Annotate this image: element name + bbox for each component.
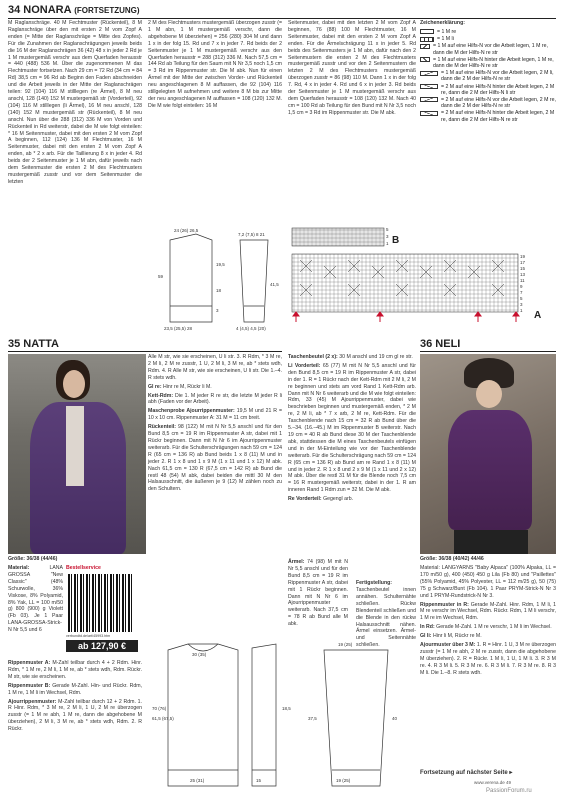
instruction-paragraph: Taschenbeutel (2 x): 30 M anschl und 19 cm gl re str. xyxy=(288,354,413,360)
cable-symbol-icon xyxy=(420,71,438,76)
neli-material: Material: LANGYARNS "Baby Alpaca" (100% Alpaka, LL = 170 m/50 g), 400 (450) 450 g Lila (Fb 80) und "Paillettes" (55% Polyamid, 45% Polyester, LL = 112 m/25 g), 50 (75) 75 g Schwarz/Bunt (Fb 104). 1 Paar PRYM-Strick-N Nr 3 und 1 PRYM-Rundstrick-N Nr 3. xyxy=(420,565,556,599)
instruction-paragraph: Ajourmuster über 3 M: 1. R = Hinr. 1 U, 3 M re überzogen zusstr (= 1 M re abh, 2 M re zusstr, dann die abgehobene M überziehen). 2. R = Rückr. 1 M li, 1 U, 1 M li. 3. R 3 M re. 4. R 3 M li. 5. R 3 M re. 6. R 3 M li. 7. R 3 M re. 8. R 3 M li. Die 1.–8. R stets wdh. xyxy=(420,642,556,676)
nonara-text-1: M Raglanschräge. 40 M Fechtmuster (Rückenteil), 8 M Raglanschräge über den mit ersten 2 M vom Zopf A enden (= Mitte der Raglanschräge = Mitte des Zopfes). Für die Zunahmen der Raglanschrägungen jeweils beids die 16 M der Raglanschrägen 36 (42) 48 x in jeder 2 Rd je 1 M mustergemäß verschr aus dem Querfaden herausstr = 440 (488) 536 M. Über die zugenommenen M das Flechtmuster fortsetzen. Nach 29 cm = 72 Rd (34 cm = 84 Rd) 38,5 cm = 96 Rd ab Beginn den Faden abschneiden und die Arbeit jeweils in der Mitte der Raglanschrägen teilen: 92 (104) 116 M stilllegen (re Ärmel), 8 M neu anschl, 128 (140) 152 M mustergemäß str (Vorderteil), 92 (104) 116 M stilllegen (li Ärmel), 16 M neu anschl, 128 (140) 152 M mustergemäß str (Rückenteil), 8 M neu anschl. Nun über die 288 (312) 336 M von Vorden und Rückenteil in Rd weiterstr, dabei die M wie folgt einteilen: * 16 M Seitenmuster, dabei mit den ersten 2 M vom Zopf A beginnen, 112 (124) 136 M Flechtmuster, 16 M Seitenmuster, dabei mit den ersten 2 M vom Zopf A enden, ab * 2 x arb. Für die Taillierung 8 x in jeder 4. Rd beids der 2 Seitenmuster je 1 M abn, dafür jeweils nach dem Seitenmuster die ersten 2 M des Flechtmusters mustergemäß zusstr und vor dem Seitenmuster die letzten xyxy=(8,20,142,185)
nonara-column-2 xyxy=(148,20,282,112)
instruction-paragraph: Ajourrippenmuster: M-Zahl teilbar durch 12 + 2 Rdm. 1. R Hinr. Rdm, * 3 M re, 2 M li, 1 U, 2 M re überzogen zusstr (= 1 M re abh, 1 M re, dann die abgehobene M überziehen), 2 M li, 3 M re, ab * stets wdh, Rdm. 2. R Rückr. xyxy=(8,698,142,733)
natta-column-2 xyxy=(148,354,282,495)
legend-item: = 1 M li xyxy=(420,36,560,42)
cross-left-icon xyxy=(420,44,430,49)
svg-text:11: 11 xyxy=(520,278,525,283)
neli-photo xyxy=(420,354,556,554)
diagram-label-left: 59 xyxy=(158,274,164,279)
legend-item: = 1 M auf eine Hilfs-N hinter die Arbeit legen, 1 M re, dann die M der Hilfs-N re str xyxy=(420,57,560,69)
svg-text:1: 1 xyxy=(520,308,523,313)
diagram-label-hem: 23,5 (25,5) 28 xyxy=(164,326,193,331)
instruction-paragraph: Re Vorderteil: Gegengl arb. xyxy=(288,496,354,503)
instruction-paragraph: Rippenmuster A: M-Zahl teilbar durch 4 + 2 Rdm. Hinr. Rdm, * 1 M re, 2 M li, 1 M re, ab * stets wdh, Rdm. Rückr. M str, wie sie erscheinen. xyxy=(8,660,142,680)
instruction-paragraph: Li Vorderteil: 65 (77) M mit N Nr 5,5 anschl und für den Bund 8,5 cm = 19 R im Rippenmuster A str, dabei in der 1. R = 1 Rückr nach der Kett-Rdm mit 2 M li, 2 M re beginnen und stets am vord Rand 1 Kett-Rdm arb. Dann mit N Nr 6 weiterarb und die M wie folgt einteilen: Rdm, 33 (45) M Ajourrippenmuster, dabei wie beschrieben beginnen und mustergemäß enden, * 2 M re, 2 M li, ab * 7 x arb, 2 M re, Kett-Rdm. Für die Taschenblende nach 15 cm = 32 R ab Bund über die 5.–34. (16.–45.) M im Rippenmuster B weiterstr. Nach 19 cm = 40 R ab Bund diese 30 M der Taschenblende abk, stattdessen die M eines Taschenbeutels einfügen und in der M-Einteilung wie vor der Taschenblende weiterarb. Für die Schulterschrägung nach 59 cm = 124 R (65 cm = 136 R) ab Bund am re Rand 1 x 8 (11) M und in jeder 2. R 1 x 8 und 2 x 9 M (1 x 11 und 2 x 12) M abk. Über die restl 31 M für die Blende noch 7,5 cm = 16 R mustergemäß weiterstr, dabei in der 1. R am inneren Rand 1 Rdm zun = 32 M. Die M abk. xyxy=(288,362,416,494)
legend-item: = 1 M auf eine Hilfs-N vor die Arbeit legen, 2 M li, dann die 2 M der Hilfs-N re str xyxy=(420,70,560,82)
natta-photo xyxy=(8,354,146,554)
legend-item: = 2 M auf eine Hilfs-N vor die Arbeit legen, 2 M re, dann die 2 M der Hilfs-N re str xyxy=(420,97,560,109)
nonara-column-3 xyxy=(288,20,416,119)
diagram-label-low: 3 xyxy=(216,308,219,313)
knitting-chart xyxy=(290,226,560,334)
neli-title: 36 NELI xyxy=(420,338,461,350)
instruction-paragraph: Kett-Rdm: Die 1. M jeder R re str, die letzte M jeder R li abh (Faden vor der Arbeit). xyxy=(148,392,282,406)
natta-dim-sleeve-side2: 40 xyxy=(392,716,398,721)
natta-rule xyxy=(8,351,282,352)
nonara-text-2: 2 M des Flechtmusters mustergemäß überzogen zusstr (= 1 M abn, 1 M mustergemäß verschr, dann die abgehobene M überziehen) = 256 (280) 304 M und dann 1 x in der folg 15. Rd und 7 x in jeder 7. Rd beids der 2 Seitenmuster je 1 M mustergemäß verschr aus den Querfaden herausstr = 288 (312) 336 M. Nach 57,5 cm = 144 Rd ab Teilung für den Saum mit N Nr 3,5 noch 1,5 cm = 3 Rd im Rippenmuster str. Die M abk. Nun für einen Ärmel mit der Mitte der zwischen Vorder- und Rückenteil neu angeschlagenen 8 M auffassen, die 92 (104) 116 stillgelegten M aufnehmen und weitere 8 M bis zur Mitte der neu angeschlagenen M auffassen = 108 (120) 132 M. Die M wie folgt einteilen: 16 M xyxy=(148,20,282,109)
trousers-image xyxy=(454,530,528,554)
chart-b-grid xyxy=(292,228,384,246)
watermark: PassionForum.ru xyxy=(486,788,532,794)
natta-schematic xyxy=(148,640,418,790)
continue-link[interactable]: Fortsetzung auf nächster Seite ▸ xyxy=(420,770,513,776)
svg-text:19: 19 xyxy=(520,254,526,259)
instruction-paragraph: Gl li: Hinr li M, Rückr re M. xyxy=(420,633,482,640)
diagram-label-sleeve-right: 41,5 xyxy=(270,282,279,287)
neli-column xyxy=(420,565,556,679)
instruction-paragraph: Alle M str, wie sie erscheinen, U li str. 3. R Rdm, * 3 M re, 2 M li, 2 M re zusstr, 1 U, 2 M li, 3 M re, ab * stets wdh, Rdm. 4. R Alle M str, wie sie erscheinen, U li str. Die 1.–4. R stets wdh. xyxy=(148,354,282,381)
natta-dim-bottom: 25 (31) xyxy=(190,778,205,783)
nonara-text-3: Seitenmuster, dabei mit den letzten 2 M vom Zopf A beginnen, 76 (88) 100 M Flechtmuster, 16 M Seitenmuster, dabei mit den ersten 2 M vom Zopf A enden. Für die Ärmelschrägung 11 x in jeder 5. Rd beids des Seitenmusters je 1 M abn, dafür nach den 2 Seitenmustern die ersten 2 M des Flechtmusters mustergemäß zusstr und vor den 2 Seitenmustern die letzten 2 M des Flechtmusters mustergemäß überzogen zusstr = 86 (98) 110 M. Dann 1 x in der folg 7. Rd, 4 x in jeder 4. Rd und 6 x in jeder 3. Rd beids der Seitenmuster je 1 M mustergemäß verschr aus dem Querfaden herausstr = 108 (120) 132 M. Nach 40 cm = 100 Rd ab Teilung für den Bund mit N Nr 3,5 noch 1,5 cm = 3 Rd im Rippenmuster str. Die M abk. xyxy=(288,20,416,116)
instruction-paragraph: Rückenteil: 98 (122) M mit N Nr 5,5 anschl und für den Bund 8,5 cm = 19 R im Rippenmuster A str, dabei mit 1 Rückr beginnen. Dann mit N Nr 6 im Ajourrippenmuster weiterarb. Für die Schulterschrägungen nach 59 cm = 124 R (65 cm = 136 R) ab Bund beids 1 x 8 (11) M und in jeder 2. R 1 x 8 und 1 x 9 M (1 x 11 und 1 x 12) M abk. Nach 61,5 cm = 130 R (67,5 cm = 142 R) ab Bund die restl 48 (54) M abk, dabei beiden die mittl 30 M den Halsausschnitt, die äußeren je 9 (12) M zählen noch zu den Schultern. xyxy=(148,424,282,493)
natta-size: Größe: 36/38 (44/46) xyxy=(8,556,58,562)
natta-material: Material: LANA GROSSA "New Classic" (48% Schurwolle, 36% Viskose, 8% Polyamid, 8% Yak, LL = 100 m/50 g) 800 (900) g Violett (Fb 03). Je 1 Paar LANA-GROSSA-Strick-N Nr 5,5 und 6 xyxy=(8,565,63,634)
chart-b-label: B xyxy=(392,235,400,246)
diagram-label-sleeve-top: 7,2 (7,5) 8 21 xyxy=(238,232,265,237)
legend-item: = 1 M auf eine Hilfs-N vor die Arbeit legen, 1 M re, dann die M der Hilfs-N re str xyxy=(420,43,560,55)
nonara-title: 34 NONARA xyxy=(8,4,72,16)
legend-title: Zeichenerklärung: xyxy=(420,20,465,26)
instruction-paragraph: In Rd: Gerade M-Zahl. 1 M re verschr, 1 M li im Wechsel. xyxy=(420,624,552,631)
svg-text:13: 13 xyxy=(520,272,526,277)
natta-dim-left2: 61,5 (67,5) xyxy=(152,716,174,721)
top-rule xyxy=(8,18,556,19)
instruction-paragraph: Rippenmuster in R: Gerade M-Zahl. Hinr. Rdm, 1 M li, 1 M re verschr im Wechsel, Rdm. Rückr. Rdm, 1 M li verschr, 1 M re im Wechsel, Rdm. xyxy=(420,601,556,622)
svg-text:5: 5 xyxy=(386,227,389,232)
neli-rule xyxy=(420,351,556,352)
natta-dim-left: 70 (76) xyxy=(152,706,167,711)
knit-symbol-icon xyxy=(420,29,434,34)
instruction-paragraph: Fertigstellung: Taschenbeutel innen annähen. Schulternähte schließen. Rückw Blendenteil schließen und die Blende in den rückw Halsausschnitt nähen. Ärmel einsetzen. Ärmel- und Seitennähte schließen. xyxy=(356,580,416,649)
neli-size: Größe: 36/38 (40/42) 44/46 xyxy=(420,556,484,562)
model-face xyxy=(476,380,502,408)
sweater-image xyxy=(448,410,532,530)
nonara-schematic xyxy=(148,226,288,334)
natta-dim-top: 30 (35) xyxy=(192,652,207,657)
natta-dim-sleeve-top: 19 (25) xyxy=(338,642,353,647)
diagram-label-sleeve-bottom: 4 (4,5) 4,5 (20) xyxy=(236,326,266,331)
cable-symbol-icon xyxy=(420,97,438,102)
qr-code[interactable] xyxy=(68,574,134,632)
page-section-title xyxy=(8,4,140,16)
nonara-column-1 xyxy=(8,20,142,188)
natta-dim-sleeve-w2: 18,5 xyxy=(282,706,291,711)
diagram-label-hem2: 18 xyxy=(216,288,222,293)
instruction-paragraph: Maschenprobe Ajourrippenmuster: 19,5 M und 21 R = 10 x 10 cm. Rippenmuster A: 31 M = 11 cm breit. xyxy=(148,408,282,422)
bestellservice-label: Bestellservice xyxy=(66,565,101,571)
diagram-label-mid: 19,5 xyxy=(216,262,225,267)
natta-title: 35 NATTA xyxy=(8,338,59,350)
cable-symbol-icon xyxy=(420,84,438,89)
natta-column-1 xyxy=(8,660,142,735)
instruction-paragraph: Ärmel: 74 (98) M mit N Nr 5,5 anschl und für den Bund 8,5 cm = 19 R im Rippenmuster A str, dabei mit 1 Rückr beginnen. Dann mit N Nr 6 im Ajourrippenmuster weiterarb. Nach 37,5 cm = 78 R ab Bund alle M abk. xyxy=(288,559,348,628)
purl-symbol-icon xyxy=(420,37,434,42)
continuation-label: (FORTSETZUNG) xyxy=(74,6,140,15)
diagram-label-top: 24 (26) 26,5 xyxy=(174,228,199,233)
svg-text:15: 15 xyxy=(520,266,526,271)
natta-dim-sleeve-side: 37,5 xyxy=(308,716,317,721)
inner-shirt xyxy=(66,406,84,486)
svg-text:3: 3 xyxy=(386,234,389,239)
price-button[interactable]: ab 127,90 € xyxy=(66,640,138,652)
legend xyxy=(420,20,560,124)
cable-symbol-icon xyxy=(420,111,438,116)
natta-dim-sleeve-mid: 19 (25) xyxy=(336,778,351,783)
natta-column-3 xyxy=(288,354,416,651)
natta-dim-sleeve-w: 15 xyxy=(256,778,262,783)
svg-text:17: 17 xyxy=(520,260,526,265)
svg-text:1: 1 xyxy=(386,241,389,246)
chart-a-label: A xyxy=(534,310,542,321)
cross-right-icon xyxy=(420,57,430,62)
legend-item: = 2 M auf eine Hilfs-N hinter die Arbeit legen, 2 M re, dann die 2 M der Hilfs-N re str xyxy=(420,110,560,122)
legend-item: = 2 M auf eine Hilfs-N hinter die Arbeit legen, 2 M re, dann die 2 M der Hilfs-N li str xyxy=(420,84,560,96)
page-footer: www.verena.de 49 xyxy=(474,780,512,785)
model-face xyxy=(63,370,85,398)
legend-item: = 1 M re xyxy=(420,29,560,35)
svg-text:3: 3 xyxy=(520,302,523,307)
instruction-paragraph: Rippenmuster B: Gerade M-Zahl. Hin- und Rückr. Rdm, 1 M re, 1 M li im Wechsel, Rdm. xyxy=(8,682,142,696)
svg-text:5: 5 xyxy=(520,296,523,301)
qr-caption: verbundtd.de/art/45993.htm xyxy=(66,634,111,638)
instruction-paragraph: Gl re: Hinr re M, Rückr li M. xyxy=(148,383,212,390)
svg-text:9: 9 xyxy=(520,284,523,289)
svg-text:7: 7 xyxy=(520,290,523,295)
